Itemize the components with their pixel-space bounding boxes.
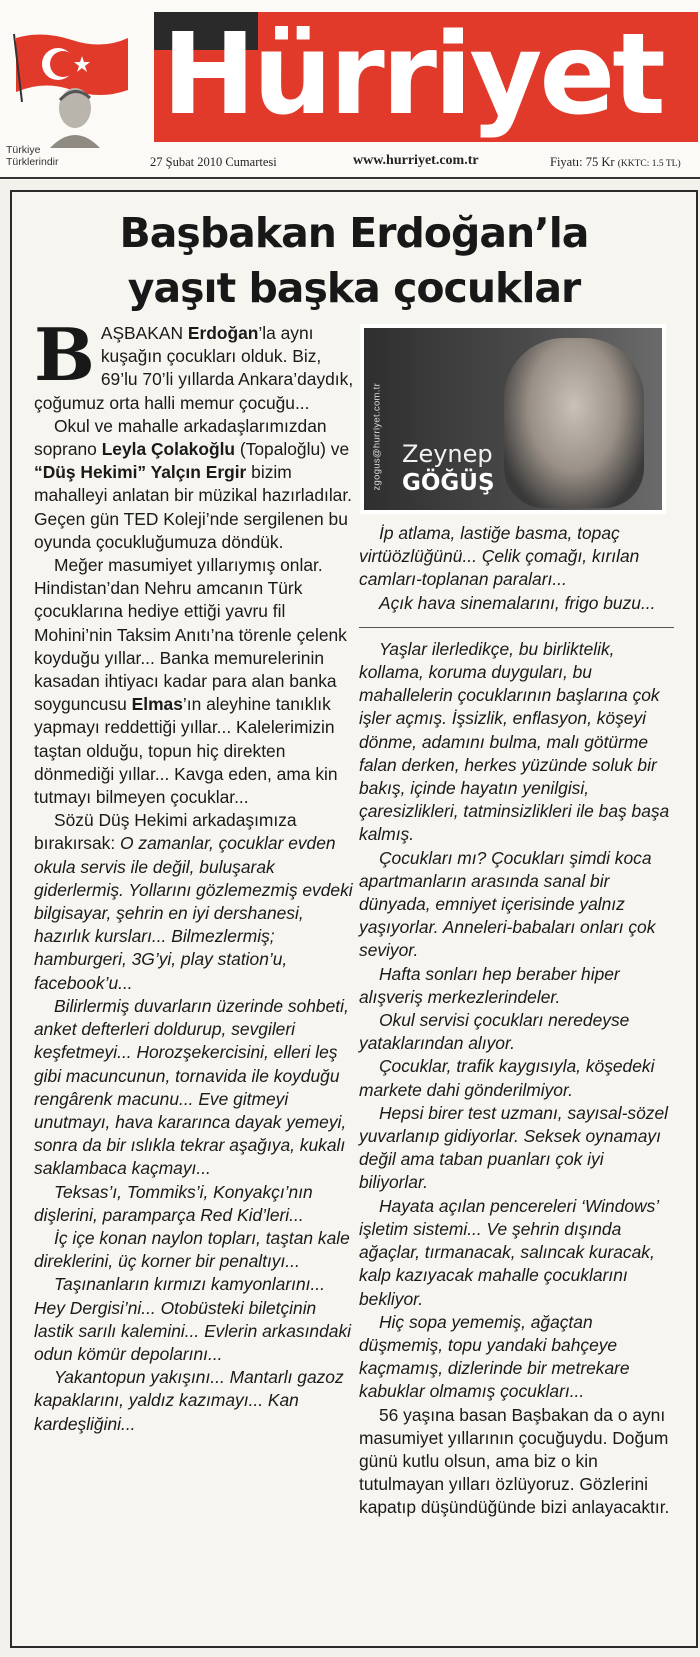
dateline — [150, 155, 700, 175]
text-run: ’ın aleyhine tanıklık yapmayı reddettiği yıllar... Kalelerimizin taştan olduğu, topun hiç direkten dönmediği yıllar... Kavga eden, ama kin tutmayı bilmeyen çocuklar... — [34, 694, 338, 808]
paragraph: Teksas’ı, Tommiks’i, Konyakçı’nın dişlerini, paramparça Red Kid’leri... — [34, 1181, 313, 1225]
website-link[interactable]: www.hurriyet.com.tr — [353, 153, 479, 168]
tagline-line-2: Türklerindir — [6, 156, 59, 168]
issue-price — [550, 155, 681, 170]
paragraph: Taşınanların kırmızı kamyonlarını... Hey Dergisi’ni... Otobüsteki biletçinin lastik sarılı kalemini... Evlerin arkasındaki odun kömür depolarını... — [34, 1274, 352, 1364]
bold-name: Elmas — [131, 694, 183, 715]
paragraph — [34, 809, 354, 995]
tagline-line-1: Türkiye — [6, 144, 41, 156]
bold-name: Erdoğan — [187, 323, 259, 343]
paragraph: Okul servisi çocukları neredeyse yataklarından alıyor. — [359, 1010, 630, 1054]
article-column-right — [359, 522, 674, 1520]
ataturk-portrait-icon — [40, 78, 110, 148]
price-kktc: (KKTC: 1.5 TL) — [617, 159, 681, 169]
paragraph: Bilirlermiş duvarların üzerinde sohbeti, anket defterleri doldurup, sevgileri keşfetmeyi... Horozşekercisini, elleri leş gibi macuncunun, tornavida ile koyduğu rengârenk macunu... Eve gitmeyi unutmayı, hava kararınca dayak yemeyi, sonra da bir ıslıkla tekrar aşağıya, kukalı saklambaca kaçmayı... — [34, 995, 349, 1179]
text-run: Sözü Düş Hekimi arkadaşımıza bırakırsak: — [34, 810, 297, 854]
logo-text: Hürriyet — [162, 10, 663, 140]
author-portrait — [504, 338, 644, 508]
bold-name: Leyla Çolakoğlu — [101, 439, 236, 460]
drop-cap: B — [34, 312, 95, 397]
masthead-divider — [0, 177, 700, 179]
paragraph: Hafta sonları hep beraber hiper alışveriş merkezlerindeler. — [359, 963, 620, 1007]
column-divider — [359, 627, 674, 628]
paragraph: Hiç sopa yememiş, ağaçtan düşmemiş, topu yandaki bahçeye kaçmamış, dizlerinde bir metrekare kabuklar olmamış çocukları... — [359, 1311, 630, 1402]
text-run: ’la aynı kuşağın çocukları olduk. Biz, 69’lu 70’li yıllarda Ankara’daydık, çoğumuz orta halli memur çocuğu... — [34, 323, 354, 413]
text-run: bizim mahalleyi anlatan bir müzikal hazırladılar. Geçen gün TED Koleji’nde sergilenen bu oyunda çocukluğumuza döndük. — [34, 462, 353, 552]
article-headline — [12, 206, 696, 316]
paragraph — [34, 554, 354, 809]
paragraph — [34, 415, 354, 554]
text-run: (Topaloğlu) ve — [235, 439, 350, 460]
paragraph: Yaşlar ilerledikçe, bu birliktelik, kollama, koruma duyguları, bu mahallelerin çocuklarının başlarına çok işler açmış. İşsizlik, enflasyon, köşeyi dönme, adamını bulma, malı götürme falan derken, herkes yüzünde soluk bir bakış, içinde hayatın yenilgisi, çaresizlikleri, tatminsizlikleri ile baş başa kalmış. — [359, 638, 670, 845]
author-first-name: Zeynep — [402, 440, 493, 468]
issue-date: 27 Şubat 2010 Cumartesi — [150, 155, 277, 169]
paragraph — [34, 312, 354, 415]
text-run: AŞBAKAN — [100, 323, 188, 343]
paragraph: İç içe konan naylon topları, taştan kale direklerini, üç korner bir penaltıyı... — [34, 1227, 350, 1272]
author-photo-box — [360, 324, 666, 514]
paragraph: Hepsi birer test uzmanı, sayısal-sözel yuvarlanıp gidiyorlar. Seksek oynamayı değil ama taban puanları çok iyi biliyorlar. — [359, 1102, 668, 1193]
italic-quote: O zamanlar, çocuklar evden okula servis ile değil, buluşarak giderlermiş. Yollarını gözlemezmiş evdeki bilgisayar, şehrin en iyi dershanesi, hazırlık kursları... Bilmezlermiş; hamburgeri, 3G’yi, play station’u, facebook’u... — [34, 833, 353, 993]
price-label: Fiyatı: 75 Kr — [550, 155, 615, 169]
paragraph: Çocuklar, trafik kaygısıyla, köşedeki markete dahi gönderilmiyor. — [359, 1056, 655, 1100]
paragraph: Çocukları mı? Çocukları şimdi koca apartmanların arasında sanal bir dünyada, emniyet içerisinde yalnız yaşıyorlar. Anneleri-babaları onları çok seviyor. — [359, 847, 656, 961]
paragraph: Hayata açılan pencereleri ‘Windows’ işletim sistemi... Ve şehrin dışında ağaçlar, tırmanacak, salıncak kuracak, kalp kazıyacak mahalle çocuklarını bekliyor. — [359, 1195, 659, 1309]
article-column-left — [34, 312, 354, 1436]
masthead — [0, 0, 700, 180]
headline-line-1: Başbakan Erdoğan’la — [119, 209, 589, 257]
text-run: Meğer masumiyet yıllarıymış onlar. Hindistan’dan Nehru amcanın Türk çocuklarına hediye ettiği yavru fil Mohini’nin Taksim Anıtı’na törenle çelenk koyduğu yıllar... Banka memurelerinin kasadan ihtiyacı kadar para alan banka soyguncusu — [34, 555, 347, 715]
bold-name: “Düş Hekimi” Yalçın Ergir — [34, 462, 247, 483]
paragraph: İp atlama, lastiğe basma, topaç virtüözlüğünü... Çelik çomağı, kırılan camları-toplanan paraları... — [359, 523, 640, 590]
masthead-tagline — [6, 144, 59, 168]
article-frame — [10, 190, 698, 1648]
author-last-name: GÖĞÜŞ — [402, 470, 495, 496]
newspaper-logo — [154, 12, 698, 142]
text-run: Okul ve mahalle arkadaşlarımızdan soprano — [34, 415, 327, 460]
paragraph: Yakantopun yakışını... Mantarlı gazoz kapaklarını, yaldız kazımayı... Kan kardeşliğini... — [34, 1367, 344, 1434]
author-photo — [364, 328, 662, 510]
paragraph: 56 yaşına basan Başbakan da o aynı masumiyet yıllarının çocuğuydu. Doğum günü kutlu olsun, ama biz o kin tutulmayan yılları özlüyoruz. Gözlerini kapatıp düşündüğünde bizi anlayacaktır. — [359, 1404, 670, 1518]
paragraph: Açık hava sinemalarını, frigo buzu... — [379, 592, 656, 613]
headline-line-2: yaşıt başka çocuklar — [127, 264, 581, 312]
author-email: zgogus@hurriyet.com.tr — [371, 382, 383, 491]
